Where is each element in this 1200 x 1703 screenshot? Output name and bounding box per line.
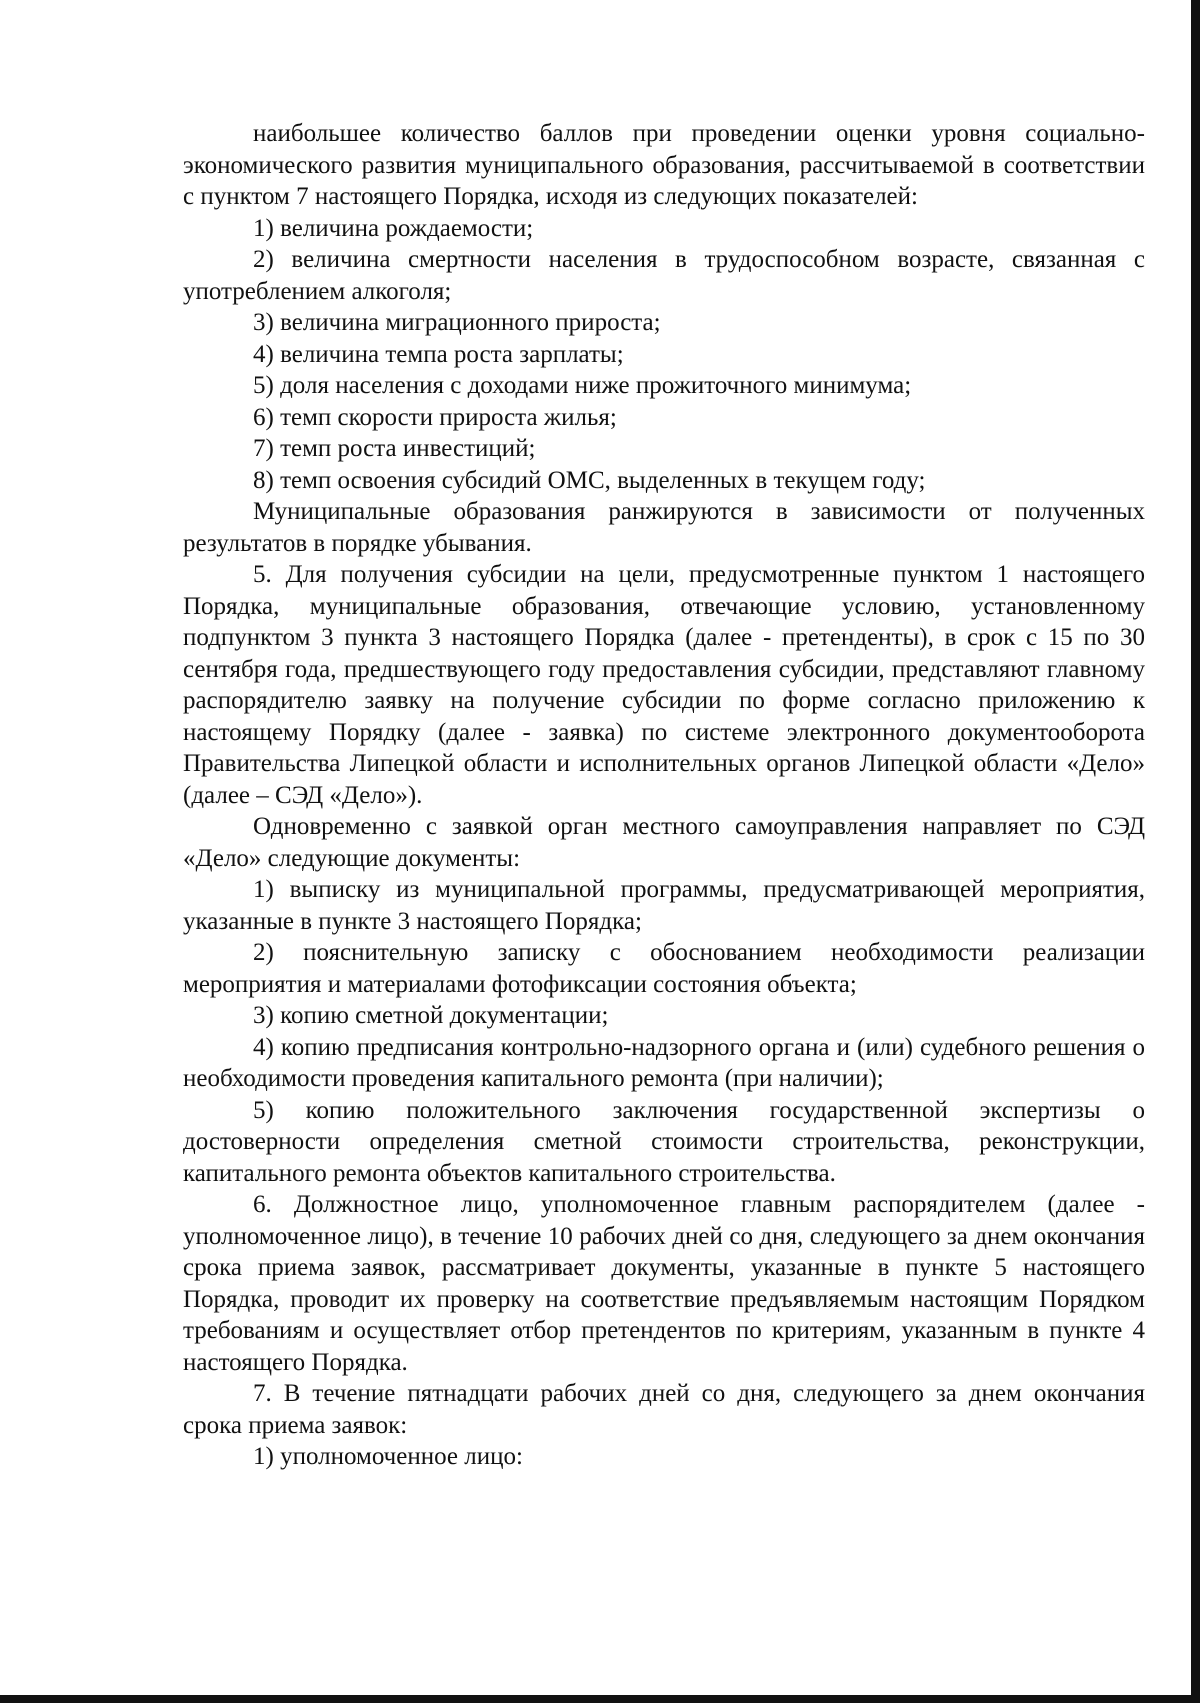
list-item: 7) темп роста инвестиций; <box>253 435 536 462</box>
scan-border-right <box>1191 0 1200 1703</box>
list-item: 1) величина рождаемости; <box>253 214 534 242</box>
list-item: 3) величина миграционного прироста; <box>253 309 661 336</box>
paragraph: 7. В течение пятнадцати рабочих дней со дня, следующего за днем окончания срока приема заявок: <box>183 1380 1145 1439</box>
paragraph: 6. Должностное лицо, уполномоченное главным распорядителем (далее - уполномоченное лицо), в течение 10 рабочих дней со дня, следующего за днем окончания срока приема заявок, рассматривает документы, указанные в пункте 5 настоящего Порядка, проводит их проверку на соответствие предъявляемым настоящим Порядком требованиям и осуществляет отбор претендентов по критериям, указанным в пункте 4 настоящего Порядка. <box>183 1191 1145 1376</box>
list-item: 3) копию сметной документации; <box>253 1002 609 1029</box>
paragraph: наибольшее количество баллов при проведении оценки уровня социально-экономического развития муниципального образования, рассчитываемой в соответствии с пунктом 7 настоящего Порядка, исходя из следующих показателей: <box>183 120 1145 210</box>
list-item: 2) пояснительную записку с обоснованием необходимости реализации мероприятия и материалами фотофиксации состояния объекта; <box>183 939 1145 998</box>
list-item: 2) величина смертности населения в трудоспособном возрасте, связанная с употреблением алкоголя; <box>183 246 1145 305</box>
list-item: 4) копию предписания контрольно-надзорного органа и (или) судебного решения о необходимости проведения капитального ремонта (при наличии); <box>183 1033 1145 1092</box>
paragraph: Одновременно с заявкой орган местного самоуправления направляет по СЭД «Дело» следующие документы: <box>183 813 1145 872</box>
document-body <box>183 118 1145 1473</box>
list-item: 5) копию положительного заключения государственной экспертизы о достоверности определения сметной стоимости строительства, реконструкции, капитального ремонта объектов капитального строительства. <box>183 1096 1145 1187</box>
list-item: 5) доля населения с доходами ниже прожиточного минимума; <box>253 372 912 399</box>
list-item: 1) уполномоченное лицо: <box>253 1443 523 1470</box>
list-item: 8) темп освоения субсидий ОМС, выделенных в текущем году; <box>253 466 926 494</box>
list-item: 1) выписку из муниципальной программы, предусматривающей мероприятия, указанные в пункте 3 настоящего Порядка; <box>183 876 1145 935</box>
scan-border-bottom <box>0 1695 1200 1703</box>
list-item: 6) темп скорости прироста жилья; <box>253 403 617 431</box>
paragraph: 5. Для получения субсидии на цели, предусмотренные пунктом 1 настоящего Порядка, муниципальные образования, отвечающие условию, установленному подпунктом 3 пункта 3 настоящего Порядка (далее - претенденты), в срок с 15 по 30 сентября года, предшествующего году предоставления субсидии, представляют главному распорядителю заявку на получение субсидии по форме согласно приложению к настоящему Порядку (далее - заявка) по системе электронного документооборота Правительства Липецкой области и исполнительных органов Липецкой области «Дело» (далее – СЭД «Дело»). <box>183 561 1145 809</box>
paragraph: Муниципальные образования ранжируются в зависимости от полученных результатов в порядке убывания. <box>183 498 1145 557</box>
list-item: 4) величина темпа роста зарплаты; <box>253 340 624 368</box>
